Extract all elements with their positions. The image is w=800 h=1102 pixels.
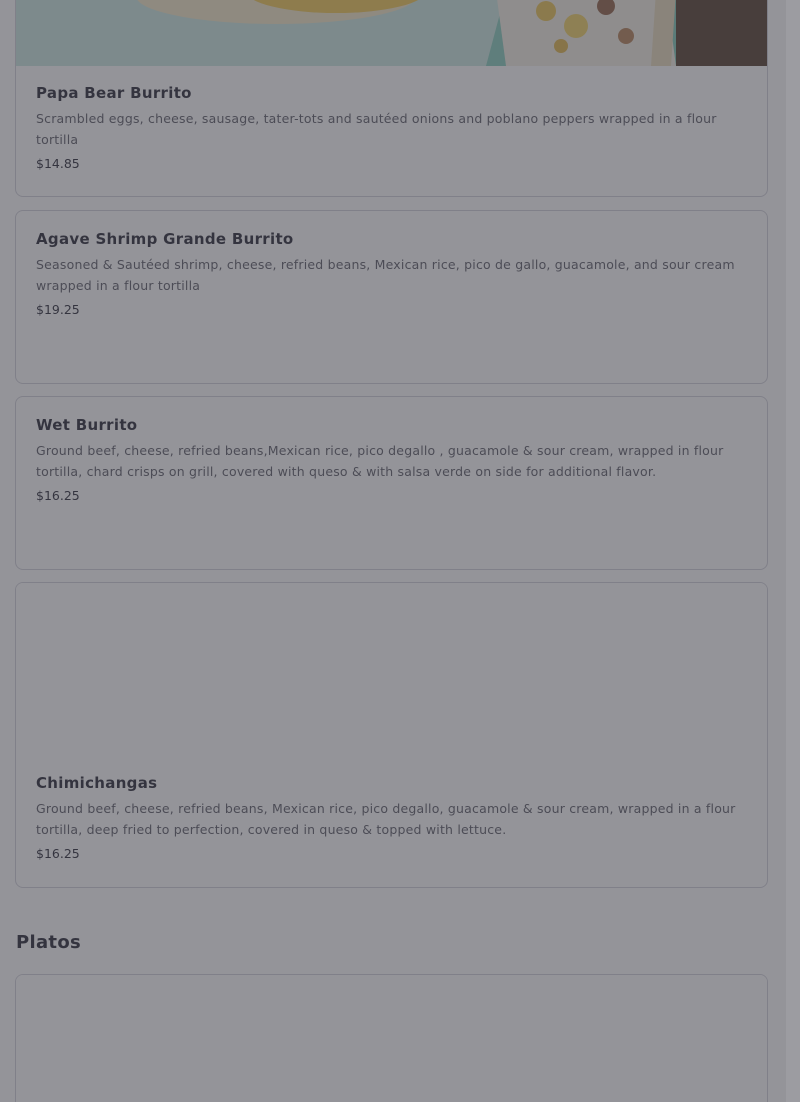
page-scrollbar[interactable] xyxy=(786,0,800,1102)
